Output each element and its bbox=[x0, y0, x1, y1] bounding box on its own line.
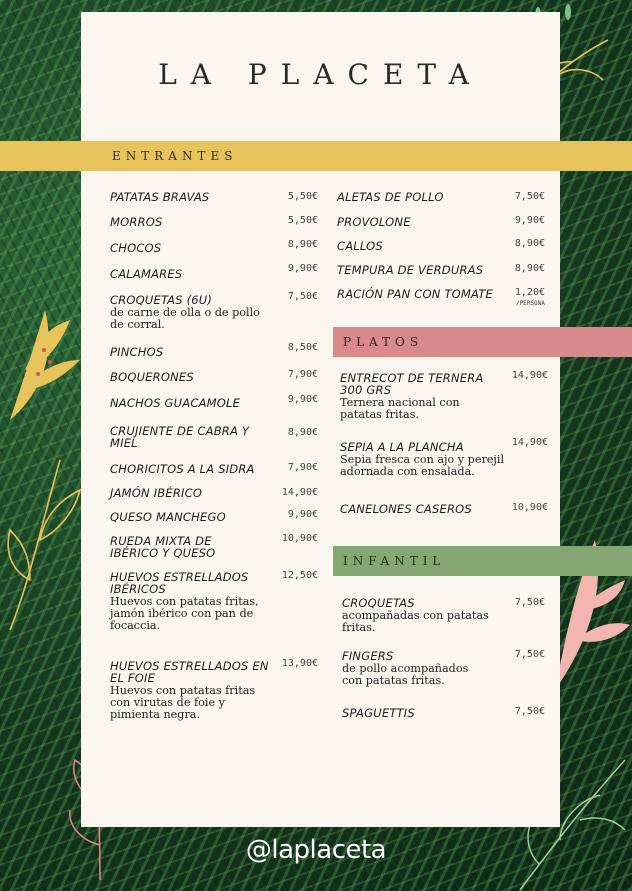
menu-item: RUEDA MIXTA DE IBÉRICO Y QUESO bbox=[110, 534, 216, 560]
menu-item: MORROS bbox=[110, 215, 163, 229]
menu-item: CRUJIENTE DE CABRA Y MIEL bbox=[110, 424, 250, 450]
menu-item-price: 12,50€ bbox=[281, 570, 318, 581]
menu-item: BOQUERONES bbox=[110, 370, 194, 384]
price-note: /PERSONA bbox=[516, 300, 545, 307]
menu-item: HUEVOS ESTRELLADOS EN EL FOIE Huevos con patatas fritas con virutas de foie y pimienta negra. bbox=[110, 659, 269, 721]
menu-item-price: 8,90€ bbox=[287, 239, 318, 250]
menu-item: QUESO MANCHEGO bbox=[110, 510, 226, 524]
restaurant-title: LA PLACETA bbox=[158, 58, 483, 91]
menu-item-description: acompañadas con patatas fritas. bbox=[342, 609, 489, 634]
menu-item: ALETAS DE POLLO bbox=[337, 190, 444, 204]
menu-item: ENTRECOT DE TERNERA 300 GRS Ternera nacional con patatas fritas. bbox=[340, 372, 490, 421]
menu-item-price: 9,90€ bbox=[287, 263, 318, 274]
menu-item-price: 8,90€ bbox=[287, 427, 318, 438]
menu-item: CALAMARES bbox=[110, 267, 183, 281]
menu-item-price: 14,90€ bbox=[511, 370, 548, 381]
menu-item-description: Huevos con patatas fritas con virutas de foie y pimienta negra. bbox=[110, 684, 256, 721]
menu-item-price: 7,50€ bbox=[287, 291, 318, 302]
menu-item: PINCHOS bbox=[110, 345, 164, 359]
fern-icon bbox=[0, 440, 90, 640]
menu-item: CALLOS bbox=[337, 239, 383, 253]
section-header-entrantes: ENTRANTES bbox=[0, 141, 632, 171]
menu-item-price: 13,90€ bbox=[281, 658, 318, 669]
menu-item: NACHOS GUACAMOLE bbox=[110, 396, 241, 410]
section-header-platos: PLATOS bbox=[333, 327, 632, 357]
menu-item-price: 7,50€ bbox=[514, 649, 545, 660]
leaf-icon bbox=[0, 290, 90, 430]
menu-item-price: 5,50€ bbox=[287, 215, 318, 226]
menu-item: CHORICITOS A LA SIDRA bbox=[110, 462, 255, 476]
menu-item: RACIÓN PAN CON TOMATE bbox=[337, 287, 493, 301]
menu-item-price: 9,90€ bbox=[514, 215, 545, 226]
menu-item-price: 9,90€ bbox=[287, 394, 318, 405]
menu-item-price: 7,50€ bbox=[514, 706, 545, 717]
menu-item-price: 5,50€ bbox=[287, 191, 318, 202]
menu-item-price: 14,90€ bbox=[511, 437, 548, 448]
menu-item-description: Sepia fresca con ajo y perejil adornada con ensalada. bbox=[340, 453, 505, 478]
menu-item-price: 1,20€ bbox=[514, 287, 545, 298]
menu-item-description: Ternera nacional con patatas fritas. bbox=[340, 396, 460, 421]
menu-item: SPAGUETTIS bbox=[342, 706, 415, 720]
section-header-infantil: INFANTIL bbox=[333, 546, 632, 576]
menu-item: PATATAS BRAVAS bbox=[110, 190, 210, 204]
menu-item-price: 7,50€ bbox=[514, 191, 545, 202]
menu-item: CANELONES CASEROS bbox=[340, 502, 472, 516]
menu-item-price: 10,90€ bbox=[511, 502, 548, 513]
social-handle: @laplaceta bbox=[245, 835, 387, 865]
menu-item-price: 9,90€ bbox=[287, 509, 318, 520]
menu-item-price: 7,90€ bbox=[287, 462, 318, 473]
menu-item: TEMPURA DE VERDURAS bbox=[337, 263, 484, 277]
menu-item: CROQUETAS acompañadas con patatas fritas. bbox=[342, 597, 497, 634]
menu-item-price: 7,50€ bbox=[514, 597, 545, 608]
menu-item-price: 8,50€ bbox=[287, 342, 318, 353]
menu-item: SEPIA A LA PLANCHA Sepia fresca con ajo y perejil adornada con ensalada. bbox=[340, 440, 505, 478]
menu-item: HUEVOS ESTRELLADOS IBÉRICOS Huevos con patatas fritas, jamón ibérico con pan de focaccia. bbox=[110, 571, 275, 632]
menu-item: CHOCOS bbox=[110, 241, 162, 255]
menu-item: PROVOLONE bbox=[337, 215, 411, 229]
menu-item-price: 8,90€ bbox=[514, 238, 545, 249]
menu-item-price: 8,90€ bbox=[514, 263, 545, 274]
menu-item-description: de carne de olla o de pollo de corral. bbox=[110, 306, 260, 331]
menu-item-price: 10,90€ bbox=[281, 533, 318, 544]
menu-item: FINGERS de pollo acompañados con patatas fritas. bbox=[342, 650, 482, 687]
menu-item-price: 7,90€ bbox=[287, 369, 318, 380]
menu-item: JAMÓN IBÉRICO bbox=[110, 486, 203, 500]
menu-item-description: de pollo acompañados con patatas fritas. bbox=[342, 662, 469, 687]
menu-item-price: 14,90€ bbox=[281, 487, 318, 498]
menu-item: CROQUETAS (6U) de carne de olla o de pollo de corral. bbox=[110, 294, 270, 331]
menu-item-description: Huevos con patatas fritas, jamón ibérico con pan de focaccia. bbox=[110, 595, 259, 632]
